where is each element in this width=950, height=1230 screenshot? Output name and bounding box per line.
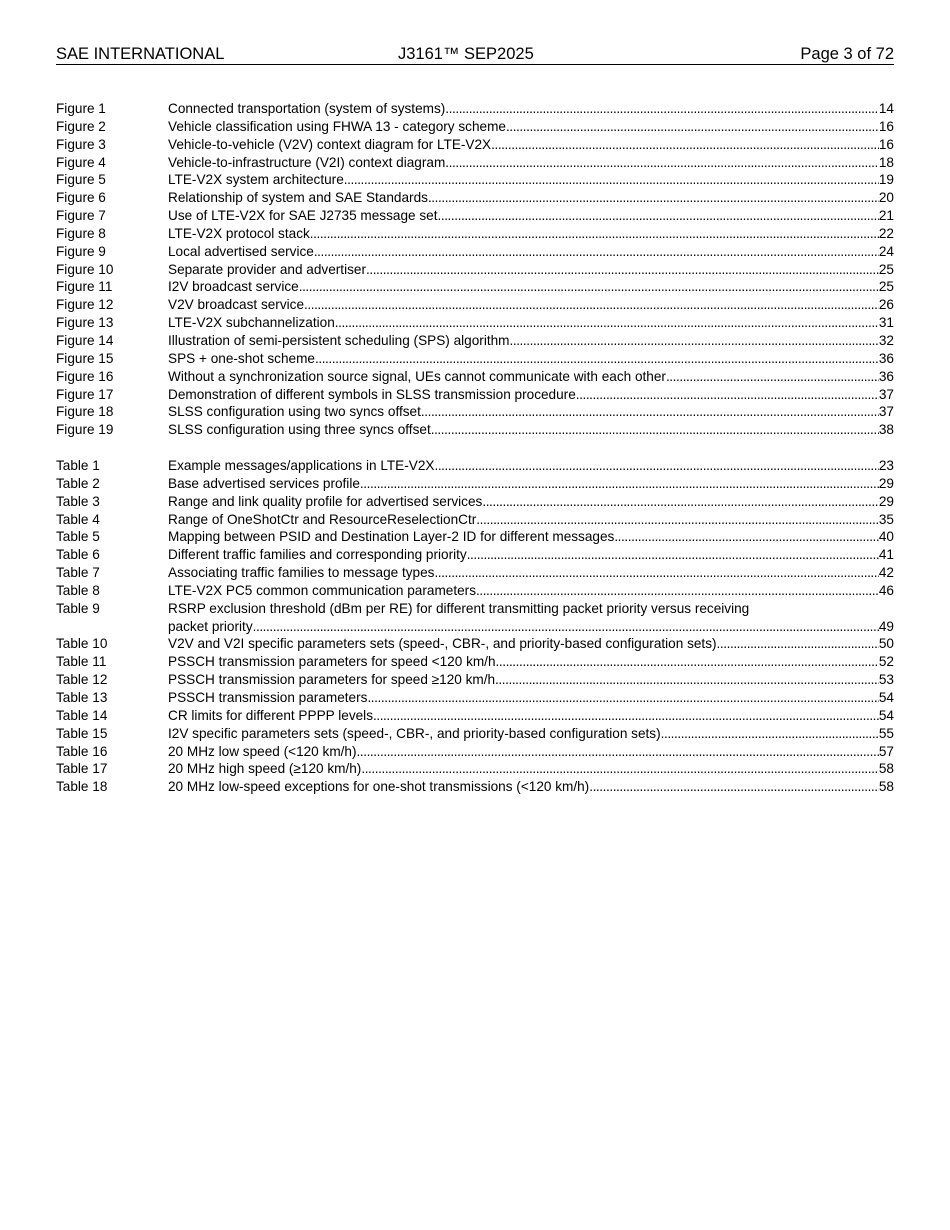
table-label: Table 2	[56, 475, 100, 491]
dot-leader	[314, 243, 879, 261]
figure-page-number: 36	[878, 368, 894, 384]
figure-title: Vehicle-to-vehicle (V2V) context diagram for LTE-V2X	[168, 136, 492, 152]
table-page-number: 58	[878, 761, 894, 777]
table-entry[interactable]	[56, 600, 894, 636]
figure-page-number: 38	[878, 422, 894, 438]
figure-page-number: 22	[878, 225, 894, 241]
table-page-number: 46	[878, 582, 894, 598]
figure-title: LTE-V2X protocol stack	[168, 225, 310, 241]
table-label: Table 14	[56, 707, 108, 723]
figure-page-number: 24	[878, 243, 894, 259]
dot-leader	[434, 457, 878, 475]
figure-label: Figure 1	[56, 101, 106, 116]
table-page-number: 54	[878, 690, 894, 705]
dot-leader	[360, 475, 879, 493]
table-entry[interactable]	[56, 457, 894, 475]
figure-title: Demonstration of different symbols in SLSS transmission procedure	[168, 386, 576, 402]
figure-title: V2V broadcast service	[168, 297, 305, 313]
dot-leader	[428, 189, 879, 207]
table-title: PSSCH transmission parameters for speed <120 km/h	[168, 654, 496, 670]
figure-page-number: 37	[878, 404, 894, 420]
table-entry[interactable]	[56, 743, 894, 761]
dot-leader	[335, 314, 879, 332]
table-label: Table 9	[56, 600, 100, 616]
figure-label: Figure 6	[56, 190, 106, 206]
figure-label: Figure 18	[56, 404, 114, 420]
table-entry[interactable]	[56, 511, 894, 529]
figure-page-number: 20	[878, 190, 894, 206]
table-title-line: RSRP exclusion threshold (dBm per RE) for different transmitting packet priority versus receiving	[168, 600, 750, 616]
dot-leader	[717, 635, 879, 653]
figure-label: Figure 2	[56, 118, 106, 134]
figure-entry[interactable]	[56, 368, 894, 386]
table-page-number: 29	[878, 475, 894, 491]
table-label: Table 10	[56, 636, 108, 652]
table-label: Table 3	[56, 493, 100, 509]
figure-entry[interactable]	[56, 386, 894, 404]
table-entry[interactable]	[56, 635, 894, 653]
table-page-number: 58	[878, 779, 894, 795]
dot-leader	[367, 689, 878, 707]
table-page-number: 42	[878, 565, 894, 581]
figure-page-number: 14	[878, 101, 894, 116]
dot-leader	[510, 332, 879, 350]
table-label: Table 5	[56, 529, 100, 545]
table-label: Table 16	[56, 743, 108, 759]
figure-label: Figure 4	[56, 154, 106, 170]
table-label: Table 17	[56, 761, 108, 777]
figure-entry[interactable]	[56, 403, 894, 421]
figure-label: Figure 17	[56, 386, 114, 402]
table-label: Table 13	[56, 690, 108, 705]
figure-title: Relationship of system and SAE Standards	[168, 190, 428, 206]
dot-leader	[304, 296, 879, 314]
dot-leader	[666, 368, 879, 386]
figure-entry[interactable]	[56, 421, 894, 439]
table-title: Base advertised services profile	[168, 475, 360, 491]
dot-leader	[253, 618, 879, 636]
table-page-number: 55	[878, 725, 894, 741]
table-title: CR limits for different PPPP levels	[168, 707, 373, 723]
figure-label: Figure 15	[56, 350, 114, 366]
figure-entry[interactable]	[56, 332, 894, 350]
figure-page-number: 37	[878, 386, 894, 402]
figure-label: Figure 19	[56, 422, 114, 438]
table-page-number: 29	[878, 493, 894, 509]
dot-leader	[476, 511, 879, 529]
dot-leader	[310, 225, 879, 243]
figure-label: Figure 16	[56, 368, 114, 384]
figure-page-number: 21	[878, 208, 894, 224]
document-page	[56, 44, 894, 796]
dot-leader	[495, 671, 879, 689]
figure-label: Figure 7	[56, 208, 106, 224]
figure-page-number: 16	[878, 118, 894, 134]
figure-title: SPS + one-shot scheme	[168, 350, 315, 366]
figure-entry[interactable]	[56, 171, 894, 189]
dot-leader	[315, 350, 879, 368]
dot-leader	[506, 118, 879, 136]
table-page-number: 53	[878, 672, 894, 688]
table-page-number: 40	[878, 529, 894, 545]
table-title: packet priority	[168, 618, 253, 634]
dot-leader	[373, 707, 879, 725]
figure-entry[interactable]	[56, 225, 894, 243]
dot-leader	[576, 386, 879, 404]
figure-page-number: 25	[878, 279, 894, 295]
table-entry[interactable]	[56, 707, 894, 725]
figure-title: Vehicle-to-infrastructure (V2I) context diagram	[168, 154, 446, 170]
table-page-number: 35	[878, 511, 894, 527]
dot-leader	[361, 760, 879, 778]
table-title: Range and link quality profile for advertised services	[168, 493, 483, 509]
table-label: Table 6	[56, 547, 100, 563]
table-label: Table 15	[56, 725, 108, 741]
table-label: Table 18	[56, 779, 108, 795]
dot-leader	[482, 493, 879, 511]
figure-label: Figure 14	[56, 332, 114, 348]
figure-title: I2V broadcast service	[168, 279, 299, 295]
figure-page-number: 18	[878, 154, 894, 170]
figure-entry[interactable]	[56, 278, 894, 296]
table-entry[interactable]	[56, 671, 894, 689]
table-page-number: 49	[878, 618, 894, 634]
table-entry[interactable]	[56, 475, 894, 493]
figure-label: Figure 13	[56, 315, 114, 331]
table-label: Table 4	[56, 511, 100, 527]
figure-entry[interactable]	[56, 189, 894, 207]
table-label: Table 8	[56, 582, 100, 598]
table-title: I2V specific parameters sets (speed-, CBR-, and priority-based configuration sets)	[168, 725, 661, 741]
dot-leader	[614, 528, 879, 546]
figure-title: LTE-V2X subchannelization	[168, 315, 335, 331]
figure-page-number: 25	[878, 261, 894, 277]
figure-label: Figure 11	[56, 279, 113, 295]
table-entry[interactable]	[56, 546, 894, 564]
figure-title: Local advertised service	[168, 243, 314, 259]
table-page-number: 52	[878, 654, 894, 670]
dot-leader	[366, 261, 879, 279]
dot-leader	[431, 421, 879, 439]
figure-label: Figure 8	[56, 225, 106, 241]
figure-entry[interactable]	[56, 100, 894, 118]
dot-leader	[491, 136, 879, 154]
table-title: V2V and V2I specific parameters sets (speed-, CBR-, and priority-based configuration sets)	[168, 636, 717, 652]
table-label: Table 7	[56, 565, 100, 581]
dot-leader	[445, 154, 879, 172]
table-page-number: 23	[878, 458, 894, 474]
table-page-number: 41	[878, 547, 894, 563]
table-entry[interactable]	[56, 653, 894, 671]
dot-leader	[661, 725, 879, 743]
table-label: Table 11	[56, 654, 107, 670]
table-title: LTE-V2X PC5 common communication parameters	[168, 582, 476, 598]
figure-label: Figure 3	[56, 136, 106, 152]
figure-label: Figure 5	[56, 172, 106, 188]
figure-entry[interactable]	[56, 314, 894, 332]
dot-leader	[476, 582, 879, 600]
dot-leader	[434, 564, 878, 582]
table-title: Different traffic families and corresponding priority	[168, 547, 467, 563]
table-title: 20 MHz low speed (<120 km/h)	[168, 743, 357, 759]
table-entry[interactable]	[56, 760, 894, 778]
table-title: Range of OneShotCtr and ResourceReselectionCtr	[168, 511, 477, 527]
table-title: 20 MHz high speed (≥120 km/h)	[168, 761, 362, 777]
figure-title: Illustration of semi-persistent scheduling (SPS) algorithm	[168, 332, 510, 348]
dot-leader	[496, 653, 879, 671]
figure-label: Figure 9	[56, 243, 106, 259]
table-page-number: 50	[878, 636, 894, 652]
figure-entry[interactable]	[56, 207, 894, 225]
table-entry[interactable]	[56, 582, 894, 600]
figure-entry[interactable]	[56, 261, 894, 279]
table-page-number: 57	[878, 743, 894, 759]
figure-title: Without a synchronization source signal, UEs cannot communicate with each other	[168, 368, 666, 384]
list-of-figures	[56, 100, 894, 439]
figure-page-number: 32	[878, 332, 894, 348]
figure-entry[interactable]	[56, 350, 894, 368]
figure-page-number: 26	[878, 297, 894, 313]
table-title: Example messages/applications in LTE-V2X	[168, 458, 435, 474]
header-page-number: Page 3 of 72	[800, 45, 894, 63]
figure-title: Vehicle classification using FHWA 13 - category scheme	[168, 118, 506, 134]
dot-leader	[299, 278, 879, 296]
table-entry[interactable]	[56, 493, 894, 511]
table-entry[interactable]	[56, 725, 894, 743]
figure-page-number: 36	[878, 350, 894, 366]
figure-page-number: 19	[878, 172, 894, 188]
table-entry[interactable]	[56, 528, 894, 546]
figure-page-number: 31	[878, 315, 894, 331]
table-title: PSSCH transmission parameters	[168, 690, 368, 705]
dot-leader	[445, 100, 879, 118]
table-title: Mapping between PSID and Destination Layer-2 ID for different messages	[168, 529, 615, 545]
page-header	[56, 44, 894, 65]
table-entry[interactable]	[56, 778, 894, 796]
figure-entry[interactable]	[56, 154, 894, 172]
figure-entry[interactable]	[56, 136, 894, 154]
dot-leader	[589, 778, 879, 796]
figure-entry[interactable]	[56, 296, 894, 314]
figure-title: Separate provider and advertiser	[168, 261, 366, 277]
figure-entry[interactable]	[56, 243, 894, 261]
figure-title: SLSS configuration using three syncs offset	[168, 422, 431, 438]
table-title: Associating traffic families to message types	[168, 565, 435, 581]
figure-label: Figure 10	[56, 261, 114, 277]
list-of-tables	[56, 457, 894, 796]
figure-title: LTE-V2X system architecture	[168, 172, 344, 188]
table-entry[interactable]	[56, 564, 894, 582]
figure-title: Connected transportation (system of systems)	[168, 101, 446, 116]
header-organization: SAE INTERNATIONAL	[56, 45, 225, 63]
dot-leader	[357, 743, 879, 761]
figure-page-number: 16	[878, 136, 894, 152]
figure-entry[interactable]	[56, 118, 894, 136]
table-page-number: 54	[878, 707, 894, 723]
table-title: PSSCH transmission parameters for speed ≥120 km/h	[168, 672, 496, 688]
header-document-id: J3161™ SEP2025	[398, 45, 534, 63]
table-label: Table 1	[56, 458, 100, 474]
dot-leader	[344, 171, 879, 189]
dot-leader	[421, 403, 879, 421]
table-entry[interactable]	[56, 689, 894, 707]
dot-leader	[438, 207, 879, 225]
table-title: 20 MHz low-speed exceptions for one-shot transmissions (<120 km/h)	[168, 779, 590, 795]
figure-title: SLSS configuration using two syncs offset	[168, 404, 421, 420]
dot-leader	[467, 546, 879, 564]
figure-title: Use of LTE-V2X for SAE J2735 message set	[168, 208, 438, 224]
figure-label: Figure 12	[56, 297, 114, 313]
table-label: Table 12	[56, 672, 108, 688]
